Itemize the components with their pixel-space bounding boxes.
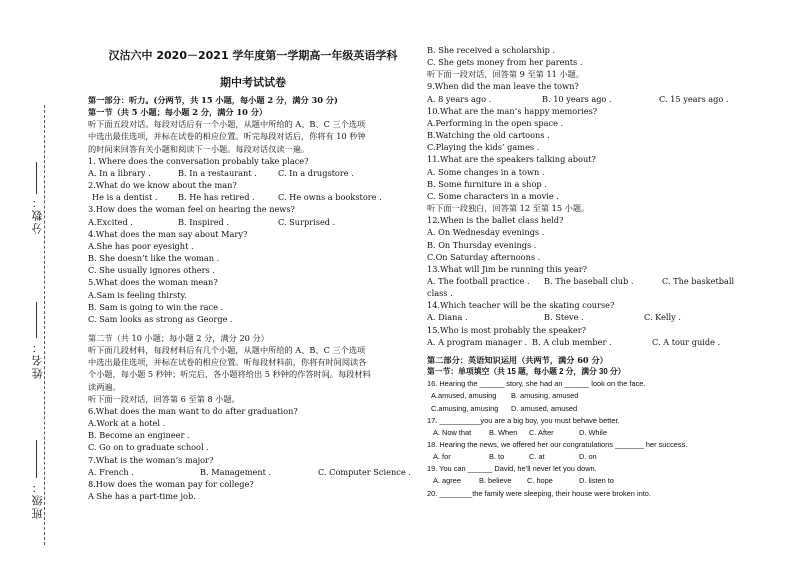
question-13-options (427, 275, 757, 287)
option: B. 10 years ago . (542, 93, 612, 104)
option: A. The football practice . (427, 275, 530, 286)
option: A. On Wednesday evenings . (427, 227, 545, 238)
question-13: 13.What will Jim be running this year? (427, 263, 588, 274)
class-label: 班级： (31, 480, 44, 519)
option: C. In a drugstore . (278, 167, 354, 178)
question-4: 4.What does the man say about Mary? (88, 228, 248, 239)
section1-heading: 第一节（共 5 小题；每小题 2 分，满分 10 分） (88, 107, 268, 118)
question-2: 2.What do we know about the man? (88, 180, 237, 191)
option: D. amused, amused (511, 403, 578, 413)
exam-subtitle: 期中考试试卷 (220, 76, 286, 89)
option: A. French . (88, 466, 134, 477)
option: A. Some changes in a town . (427, 166, 545, 177)
option: C. Go on to graduate school . (88, 442, 209, 453)
option: C. at (529, 452, 545, 462)
option: A.Excited . (88, 216, 133, 227)
option: B. amusing, amused (511, 391, 579, 401)
question-18-options (427, 451, 757, 463)
section1-instruction-line: 中选出最佳选项，并标在试卷的相应位置。听完每段对话后，你将有 10 秒钟 (88, 131, 366, 142)
section2-instruction-line: 读两遍。 (88, 381, 121, 392)
option: A. agree (433, 476, 461, 486)
option: B. On Thursday evenings . (427, 239, 537, 250)
option: B. Management . (200, 466, 272, 477)
option: B. She doesn’t like the woman . (88, 253, 220, 264)
option: B. He has retired . (178, 192, 255, 203)
option: C.Playing the kids’ games . (427, 142, 540, 153)
option: A. A program manager . (427, 336, 528, 347)
question-14-options (427, 311, 757, 323)
option: B. Some furniture in a shop . (427, 178, 547, 189)
question-20: 20. ________the family were sleeping, their house were broken into. (427, 488, 651, 498)
option: B.Watching the old cartoons . (427, 130, 550, 141)
option: B. She received a scholarship . (427, 45, 556, 55)
question-12: 12.When is the ballet class held? (427, 215, 564, 226)
name-label: 姓名： (31, 340, 44, 379)
section1-instruction-line: 听下面五段对话。每段对话后有一个小题，从题中所给的 A、B、C 三个选项 (88, 119, 366, 130)
option: A. Diana . (427, 312, 468, 323)
question-7-options (88, 466, 418, 478)
score-blank-line (36, 162, 37, 194)
part2-section1-heading: 第一节：单项填空（共 15 题，每小题 2 分，满分 30 分） (427, 367, 626, 377)
question-19-options (427, 475, 757, 487)
option: C. 15 years ago . (659, 93, 729, 104)
option: C. Kelly . (644, 312, 681, 323)
option: C.On Saturday afternoons . (427, 251, 541, 262)
exam-title: 汉沽六中 2020－2021 学年度第一学期高一年级英语学科 (108, 49, 398, 62)
option: C. hope (527, 476, 553, 486)
option: A.She has poor eyesight . (88, 240, 194, 251)
question-3-options (88, 216, 418, 228)
dialog-intro: 听下面一段对话，回答第 6 至第 8 小题。 (88, 393, 240, 404)
question-6: 6.What does the man want to do after graduation? (88, 405, 298, 416)
option: B. A club member . (532, 336, 612, 347)
option: B. In a restaurant . (178, 167, 257, 178)
question-15-options (427, 336, 757, 348)
option: A She has a part-time job. (88, 491, 196, 501)
option: A.Performing in the open space . (427, 117, 564, 128)
monologue-intro: 听下面一段独白，回答第 12 至第 15 小题。 (427, 203, 590, 214)
question-17: 17. __________you are a big boy, you must behave better. (427, 415, 620, 425)
option: A. for (433, 452, 451, 462)
question-5: 5.What does the woman mean? (88, 277, 218, 288)
score-label: 分数： (31, 195, 44, 234)
option: C. Sam looks as strong as George . (88, 313, 233, 324)
option: A.Sam is feeling thirsty. (88, 289, 187, 300)
question-1: 1. Where does the conversation probably take place? (88, 155, 309, 166)
question-3: 3.How does the woman feel on hearing the news? (88, 204, 295, 215)
option: B. Become an engineer . (88, 430, 190, 441)
option: C. Computer Science . (318, 466, 411, 477)
question-16-options (427, 390, 757, 402)
question-17-options (427, 427, 757, 439)
left-column (88, 0, 418, 502)
option: A. Now that (433, 427, 472, 437)
option: C. She gets money from her parents . (427, 57, 583, 68)
option: C. The basketball (662, 275, 735, 286)
option: D. on (579, 452, 597, 462)
option: He is a dentist . (92, 192, 158, 203)
option: B. Sam is going to win the race . (88, 301, 224, 312)
binding-dashed-line (44, 105, 45, 545)
section1-instruction-line: 的时间来回答有关小题和阅读下一小题。每段对话仅读一遍。 (88, 143, 310, 154)
question-9-options (427, 93, 757, 105)
option: B. to (489, 452, 505, 462)
section2-instruction-line: 中选出最佳选项，并标在试卷的相应位置。听每段材料前，你将有时间阅读各 (88, 357, 367, 368)
option: A.Work at a hotel . (88, 418, 166, 429)
option: C. He owns a bookstore . (278, 192, 382, 203)
option: C. After (529, 427, 554, 437)
option: C. She usually ignores others . (88, 265, 215, 276)
question-16: 16. Hearing the ______ story, she had an ______ look on the face. (427, 379, 646, 389)
section2-heading: 第二节（共 10 小题；每小题 2 分，满分 20 分） (88, 332, 269, 343)
option: D. While (579, 427, 607, 437)
part1-heading: 第一部分：听力。(分两节，共 15 小题，每小题 2 分，满分 30 分) (88, 95, 338, 105)
question-8: 8.How does the woman pay for college? (88, 478, 254, 489)
question-18: 18. Hearing the news, we offered her our congratulations _______ her success. (427, 440, 688, 449)
question-10: 10.What are the man’s happy memories? (427, 105, 598, 116)
option: C. A tour guide . (652, 336, 721, 347)
section2-instruction-line: 个小题，每小题 5 秒钟；听完后，各小题将给出 5 秒钟的作答时间。每段材料 (88, 369, 371, 380)
part2-heading: 第二部分：英语知识运用（共两节，满分 60 分） (427, 354, 608, 365)
question-1-options (88, 167, 418, 179)
option: C. Some characters in a movie . (427, 190, 559, 201)
dialog-intro: 听下面一段对话，回答第 9 至第 11 小题。 (427, 69, 585, 80)
option: A. In a library . (88, 167, 151, 178)
class-blank-line (36, 440, 37, 478)
question-14: 14.Which teacher will be the skating course? (427, 300, 615, 311)
name-blank-line (36, 302, 37, 338)
question-11: 11.What are the speakers talking about? (427, 154, 596, 165)
option: C. Surprised . (278, 216, 336, 227)
option: B. Inspired . (178, 216, 229, 227)
option: A. 8 years ago . (427, 93, 492, 104)
option: D. listen to (579, 476, 614, 486)
option-continuation: class . (427, 288, 453, 299)
question-2-options (88, 191, 418, 203)
question-9: 9.When did the man leave the town? (427, 81, 579, 92)
question-15: 15.Who is most probably the speaker? (427, 324, 587, 335)
option: B. The baseball club . (544, 275, 634, 286)
option: B. believe (479, 476, 512, 486)
question-19: 19. You can ______ David, he’ll never let you down. (427, 464, 597, 474)
option: B. Steve . (544, 312, 584, 323)
section2-instruction-line: 听下面几段材料，每段材料后有几个小题，从题中所给的 A、B、C 三个选项 (88, 345, 366, 356)
option: C.amusing, amusing (431, 403, 499, 413)
option: A.amused, amusing (431, 391, 497, 401)
right-column (427, 44, 757, 500)
question-16-options (427, 403, 757, 415)
option: B. When (489, 427, 518, 437)
question-7: 7.What is the woman’s major? (88, 454, 214, 465)
